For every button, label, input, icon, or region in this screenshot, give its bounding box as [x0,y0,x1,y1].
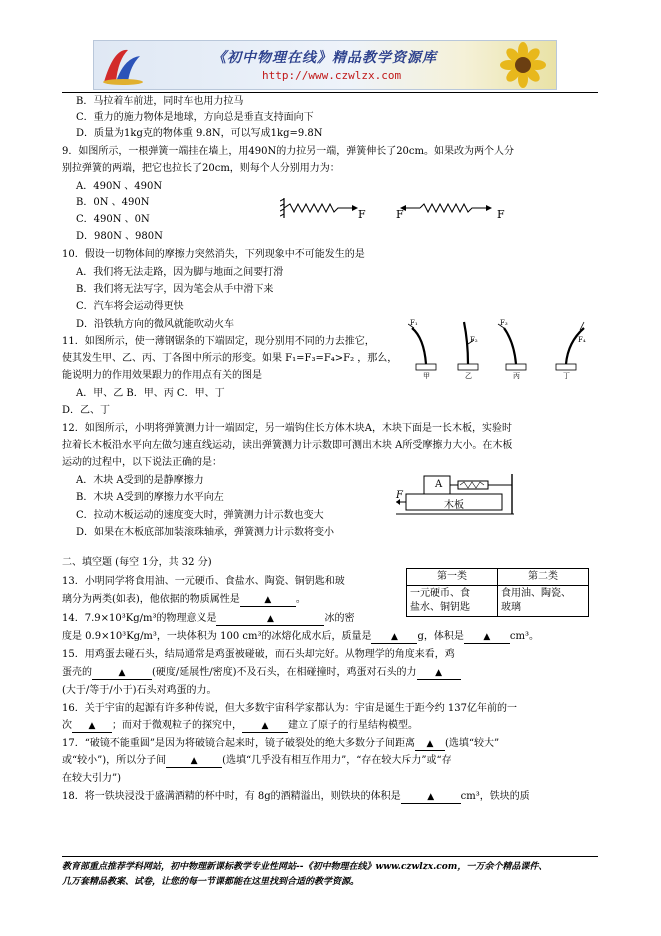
q14-blank-1[interactable]: ▲ [216,613,324,626]
sunflower-icon [492,41,554,89]
q14-blank-3[interactable]: ▲ [464,631,510,644]
saw-force-f2: F₂ [470,336,478,344]
q14-line1: 14．7.9×10³Kg/m³的物理意义是 ▲ 冰的密 [62,613,355,624]
spring-force-label-2: F [396,208,404,221]
q12-stem-line3: 运动的过程中，以下说法正确的是： [62,457,222,468]
q9-option-a: A．490N 、490N [76,181,163,192]
saw-label-jia: 甲 [423,372,430,380]
header-rule [62,92,598,93]
q16-blank-1[interactable]: ▲ [72,720,112,733]
q8-option-b: B．马拉着车前进，同时车也用力拉马 [76,96,244,107]
q17-blank-1[interactable]: ▲ [415,738,445,751]
q9-option-b: B．0N 、490N [76,197,150,208]
q11-stem-line3: 能说明力的作用效果跟力的作用点有关的图是 [62,370,262,381]
q18-line1: 18．将一铁块浸没于盛满酒精的杯中时，有 8g的酒精溢出，则铁块的体积是 ▲ cm³，铁块的质 [62,791,530,802]
q15-blank-2[interactable]: ▲ [417,667,461,680]
logo-icon [98,44,148,86]
board-force-label: F [396,490,403,501]
q10-stem: 10．假设一切物体间的摩擦力突然消失，下列现象中不可能发生的是 [62,249,365,260]
q8-option-c: C．重力的施力物体是地球，方向总是垂直支持面向下 [76,112,314,123]
banner-title: 《初中物理在线》精品教学资源库 [212,50,437,66]
q16-line1: 16．关于宇宙的起源有许多种传说，但大多数宇宙科学家都认为：宇宙是诞生于距今约 137亿年前的一 [62,703,517,714]
saw-force-f1: F₁ [410,319,418,327]
q16-line2: 次 ▲ ；而对于微观粒子的探究中， ▲ 建立了原子的行星结构模型。 [62,720,418,731]
q13-stem-line1: 13．小明同学将食用油、一元硬币、食盐水、陶瓷、铜钥匙和玻 [62,576,345,587]
classification-table [406,568,589,617]
q12-option-c: C．拉动木板运动的速度变大时，弹簧测力计示数也变大 [76,510,324,521]
q12-option-d: D．如果在木板底部加装滚珠轴承，弹簧测力计示数将变小 [76,527,335,538]
spring-figure [280,196,510,222]
q17-blank-2[interactable]: ▲ [166,755,222,768]
block-a-label: A [435,479,443,490]
q9-option-d: D．980N 、980N [76,231,163,242]
q13-blank[interactable]: ▲ [240,594,296,607]
q14-blank-2[interactable]: ▲ [371,631,417,644]
header-banner [93,40,557,90]
footer-line1: 教育部重点推荐学科网站，初中物理新课标教学专业性网站--《初中物理在线》www.czwlzx.com，一万余个精品课件、 [62,862,548,872]
q15-line3: (大于/等于/小于)石头对鸡蛋的力。 [62,685,217,696]
q15-blank-1[interactable]: ▲ [92,667,152,680]
table-header-second: 第二类 [498,569,589,586]
q8-option-d: D．质量为1kg克的物体重 9.8N，可以写成1kg=9.8N [76,128,323,139]
q9-option-c: C．490N 、0N [76,214,150,225]
footer-line2: 几万套精品教案、试卷，让您的每一节课都能在这里找到合适的教学资源。 [62,877,360,887]
q10-option-c: C．汽车将会运动得更快 [76,301,184,312]
spring-force-label-1: F [358,208,366,221]
q12-stem-line1: 12．如图所示，小明将弹簧测力计一端固定，另一端钩住长方体木块A，木块下面是一长木板，实验时 [62,423,512,434]
q17-line2: 或“较小”)，所以分子间 ▲ (选填“几乎没有相互作用力”，“存在较大斥力”或“存 [62,755,452,766]
q15-line1: 15．用鸡蛋去碰石头，结局通常是鸡蛋被碰破，而石头却完好。从物理学的角度来看，鸡 [62,649,455,660]
saw-force-f3: F₃ [500,319,508,327]
q16-blank-2[interactable]: ▲ [242,720,288,733]
q13-stem-line2: 璃分为两类(如表)，他依据的物质属性是 ▲ 。 [62,594,306,605]
table-cell-first: 一元硬币、食 盐水、铜钥匙 [407,586,498,617]
q10-option-d: D．沿铁轨方向的微风就能吹动火车 [76,319,235,330]
q14-line2: 度是 0.9×10³Kg/m³，一块体积为 100 cm³的冰熔化成水后，质量是 ▲ g，体积是 ▲ cm³。 [62,631,539,642]
q11-option-d: D．乙、丁 [62,405,111,416]
q9-stem-line2: 别拉弹簧的两端，把它也拉长了20cm，则每个人分别用力为： [62,163,340,174]
spring-force-label-3: F [497,208,505,221]
q13-text: 璃分为两类(如表)，他依据的物质属性是 [62,594,240,605]
saw-force-f4: F₄ [578,336,586,344]
q11-stem-line1: 11．如图所示，使一薄钢锯条的下端固定，现分别用不同的力去推它， [62,336,375,347]
q12-stem-line2: 拉着长木板沿水平向左做匀速直线运动，读出弹簧测力计示数即可测出木块 A所受摩擦力大小。在木板 [62,440,513,451]
board-label: 木板 [444,500,464,511]
q10-option-a: A．我们将无法走路，因为脚与地面之间要打滑 [76,267,284,278]
table-header-first: 第一类 [407,569,498,586]
q11-options-abc: A．甲、乙 B．甲、丙 C．甲、丁 [76,388,225,399]
q12-option-b: B．木块 A受到的摩擦力水平向左 [76,492,224,503]
q10-option-b: B．我们将无法写字，因为笔会从手中滑下来 [76,284,274,295]
saw-label-bing: 丙 [513,372,520,380]
saw-label-yi: 乙 [465,372,472,380]
banner-url[interactable]: http://www.czwlzx.com [262,69,402,82]
q17-line1: 17．“破镜不能重圆”是因为将破镜合起来时，镜子破裂处的绝大多数分子间距离 ▲ (选填“较大” [62,738,500,749]
q17-line3: 在较大引力”) [62,773,122,784]
q15-line2: 蛋壳的 ▲ (硬度/延展性/密度)不及石头，在相碰撞时，鸡蛋对石头的力 ▲ [62,667,461,680]
q11-stem-line2: 使其发生甲、乙、丙、丁各图中所示的形变。如果 F₁=F₃=F₄>F₂ ，那么， [62,353,398,364]
table-cell-second: 食用油、陶瓷、 玻璃 [498,586,589,617]
q18-blank[interactable]: ▲ [401,791,461,804]
footer-rule [62,856,598,857]
q9-stem-line1: 9．如图所示，一根弹簧一端挂在墙上，用490N的力拉另一端，弹簧伸长了20cm。如果改为两个人分 [62,146,515,157]
q12-option-a: A．木块 A受到的是静摩擦力 [76,475,204,486]
saw-label-ding: 丁 [563,372,570,380]
section2-heading: 二、填空题 (每空 1分，共 32 分) [62,557,212,568]
